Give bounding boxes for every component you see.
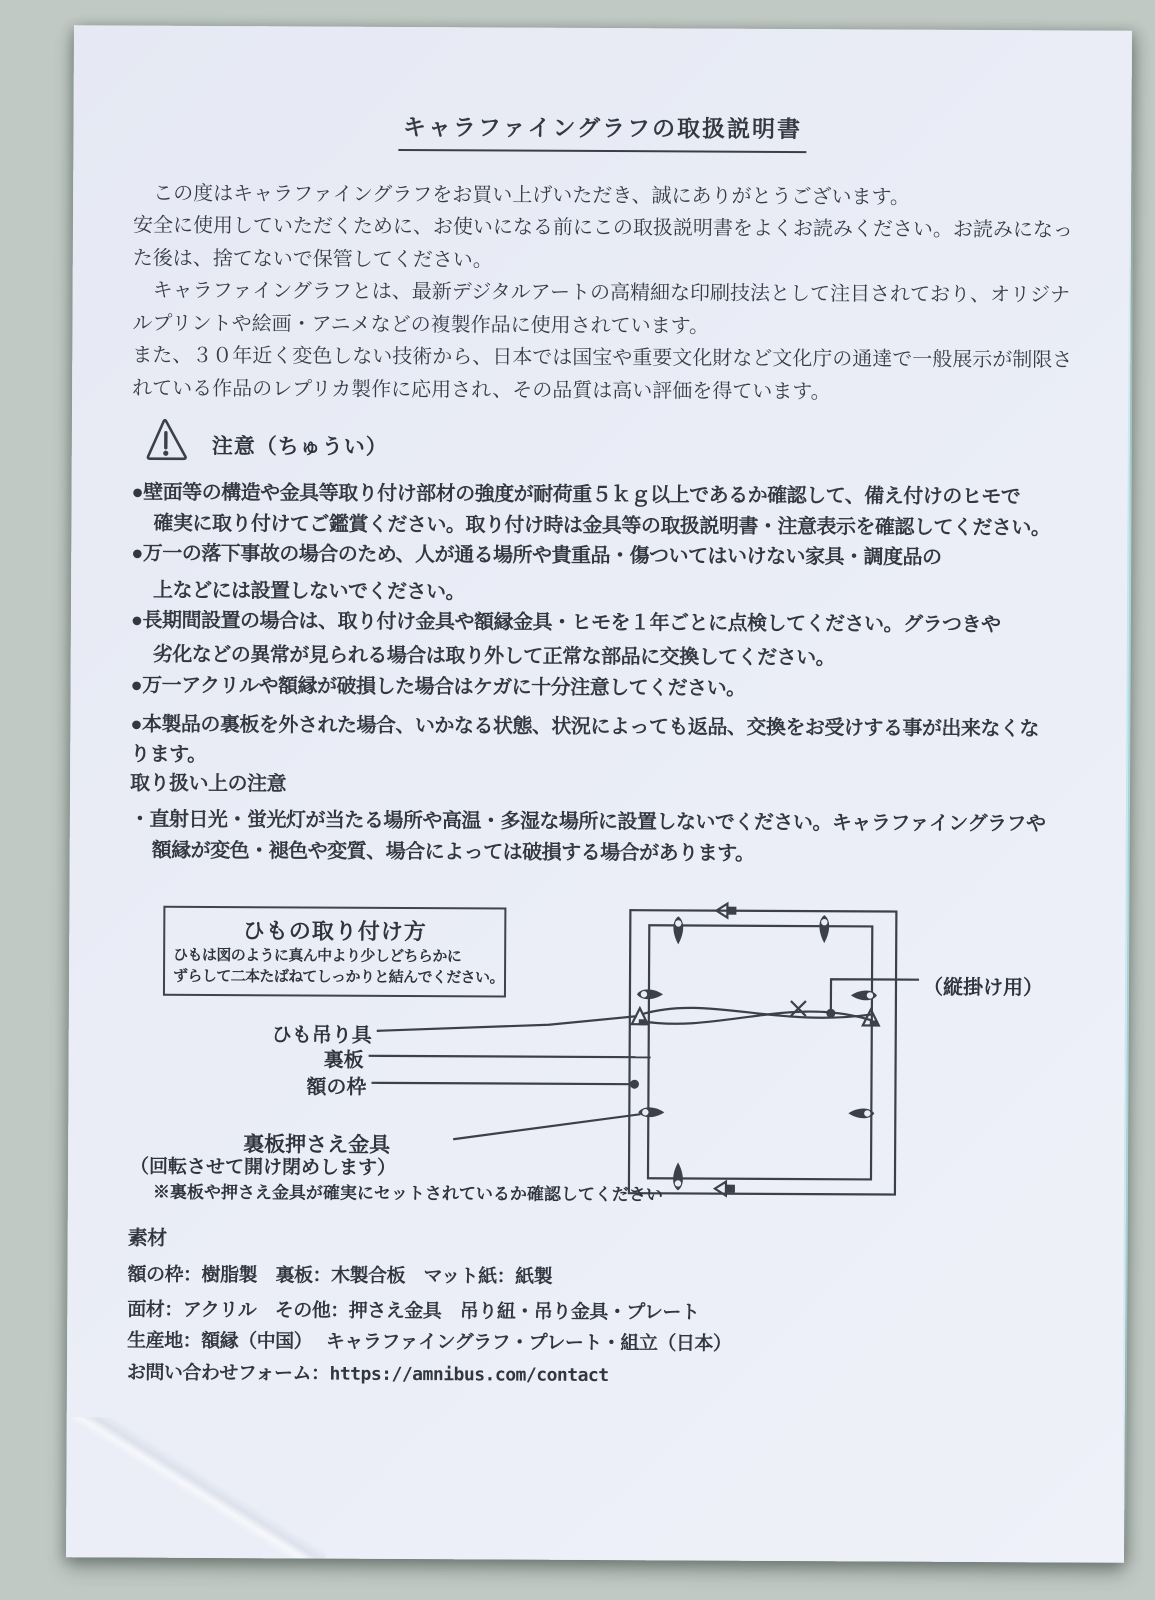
hook-detail bbox=[870, 1020, 877, 1026]
caution-bullet-line: 劣化などの異常が見られる場合は取り外して正常な部品に交換してください。 bbox=[152, 643, 836, 670]
bottom-center-detail bbox=[727, 1185, 735, 1193]
intro-line: また、３０年近く変色しない技術から、日本では国宝や重要文化財など文化庁の通達で一般展示が制限さ bbox=[132, 344, 1073, 372]
intro-line: た後は、捨てないで保管してください。 bbox=[132, 247, 493, 272]
materials-heading: 素材 bbox=[127, 1227, 167, 1250]
clip-hole bbox=[867, 992, 873, 998]
string-hanger-hook-right bbox=[863, 1009, 879, 1025]
string-attachment-box-line: ずらして二本たばねてしっかりと結んでください。 bbox=[172, 967, 504, 987]
intro-line: ルプリントや絵画・アニメなどの複製作品に使用されています。 bbox=[132, 312, 710, 338]
caution-bullet-line: 確実に取り付けてご鑑賞ください。取り付け時は金具等の取扱説明書・注意表示を確認してください。 bbox=[153, 512, 1051, 540]
page-title-text: キャラファイングラフの取扱説明書 bbox=[399, 109, 806, 153]
string-hanger-leader-line bbox=[377, 1015, 637, 1032]
instruction-sheet bbox=[66, 25, 1132, 1563]
top-center-detail bbox=[728, 907, 736, 915]
vertical-hang-leader-line bbox=[831, 979, 919, 1012]
caution-heading: 注意（ちゅうい） bbox=[211, 434, 388, 459]
label-back-board-clip: 裏板押さえ金具 bbox=[243, 1133, 391, 1157]
clip-hole bbox=[641, 991, 647, 997]
clip-hole bbox=[864, 1110, 870, 1116]
rotating-clip-icon bbox=[637, 989, 663, 999]
bottom-center-hook bbox=[715, 1182, 726, 1196]
caution-bullet-line: ●本製品の裏板を外された場合、いかなる状態、状況によっても返品、交換をお受けする事が出来なくな bbox=[130, 713, 1039, 741]
materials-line: 額の枠：樹脂製 裏板：木製合板 マット紙：紙製 bbox=[127, 1264, 553, 1288]
top-center-hook bbox=[716, 904, 727, 918]
hook-detail bbox=[639, 1019, 646, 1025]
contact-label: お問い合わせフォーム： bbox=[126, 1362, 330, 1385]
handling-line: 額縁が変色・褪色や変質、場合によっては破損する場合があります。 bbox=[151, 839, 755, 865]
caution-bullet-line: 上などには設置しないでください。 bbox=[153, 579, 466, 604]
intro-line: キャラファイングラフとは、最新デジタルアートの高精細な印刷技法として注目されており、オリジナ bbox=[132, 279, 1071, 307]
clip-leader-line bbox=[453, 1113, 640, 1140]
label-check-note: ※裏板や押さえ金具が確実にセットされているか確認してください bbox=[152, 1182, 663, 1205]
string-attachment-box-line: ひもは図のように真ん中より少しどちらかに bbox=[173, 946, 462, 966]
intro-line: 安全に使用していただくために、お使いになる前にこの取扱説明書をよくお読みください。お読みになっ bbox=[132, 214, 1074, 242]
rotating-clip-icon bbox=[848, 1108, 874, 1118]
rotating-clip-icon bbox=[673, 916, 683, 944]
clip-hole bbox=[642, 1109, 648, 1115]
rotating-clip-icon bbox=[673, 1162, 683, 1190]
frame-leader-line bbox=[371, 1083, 631, 1084]
back-board-leader-line bbox=[369, 1056, 651, 1057]
caution-bullet-line: ●万一アクリルや額縁が破損した場合はケガに十分注意してください。 bbox=[130, 674, 746, 700]
handling-heading: 取り扱い上の注意 bbox=[129, 772, 287, 796]
string-knot-x bbox=[791, 1001, 806, 1016]
rotating-clip-icon bbox=[638, 1107, 664, 1117]
materials-line: 面材：アクリル その他：押さえ金具 吊り紐・吊り金具・プレート bbox=[127, 1299, 700, 1324]
label-frame: 額の枠 bbox=[306, 1076, 367, 1099]
materials-line: 生産地：額縁（中国） キャラファイングラフ・プレート・組立（日本） bbox=[127, 1330, 732, 1355]
contact-url: https://amnibus.com/contact bbox=[329, 1363, 609, 1387]
caution-bullet-line: ●長期間設置の場合は、取り付け金具や額縁金具・ヒモを１年ごとに点検してください。グラつきや bbox=[130, 609, 1001, 637]
string-attachment-box bbox=[163, 906, 506, 998]
frame-pointer-dot bbox=[630, 1080, 639, 1089]
caution-bullet-line: ●万一の落下事故の場合のため、人が通る場所や貴重品・傷ついてはいけない家具・調度品の bbox=[131, 542, 942, 569]
label-string-hanger: ひも吊り具 bbox=[271, 1024, 372, 1047]
hanging-string bbox=[642, 1008, 872, 1018]
contact-line bbox=[127, 1364, 609, 1386]
frame-outer-rect bbox=[629, 910, 896, 1194]
vertical-hang-dot bbox=[826, 1009, 835, 1018]
caution-bullet-line: ●壁面等の構造や金具等取り付け部材の強度が耐荷重５ｋｇ以上であるか確認して、備え付けのヒモで bbox=[131, 481, 1021, 509]
warning-triangle-icon bbox=[142, 417, 192, 465]
clip-hole bbox=[821, 919, 827, 925]
handling-line: ・直射日光・蛍光灯が当たる場所や高温・多湿な場所に設置しないでください。キャラファイングラフや bbox=[129, 808, 1046, 836]
page-title bbox=[73, 107, 1131, 155]
intro-line: れている作品のレプリカ製作に応用され、その品質は高い評価を得ています。 bbox=[132, 377, 831, 404]
intro-line: この度はキャラファイングラフをお買い上げいただき、誠にありがとうございます。 bbox=[133, 182, 910, 209]
rotating-clip-icon bbox=[851, 990, 877, 1000]
label-back-board: 裏板 bbox=[323, 1049, 364, 1072]
label-vertical-hang: （縦掛け用） bbox=[922, 976, 1044, 1000]
rotating-clip-icon bbox=[819, 915, 829, 943]
caution-bullet-line: ります。 bbox=[130, 743, 207, 766]
label-clip-note: （回転させて開け閉めします） bbox=[129, 1156, 397, 1179]
string-hanger-hook-left bbox=[632, 1008, 648, 1024]
back-board-rect bbox=[648, 925, 872, 1179]
clip-hole bbox=[675, 920, 681, 926]
string-attachment-box-title: ひもの取り付け方 bbox=[242, 918, 427, 945]
clip-hole bbox=[675, 1180, 681, 1186]
hanging-string bbox=[642, 1011, 872, 1025]
